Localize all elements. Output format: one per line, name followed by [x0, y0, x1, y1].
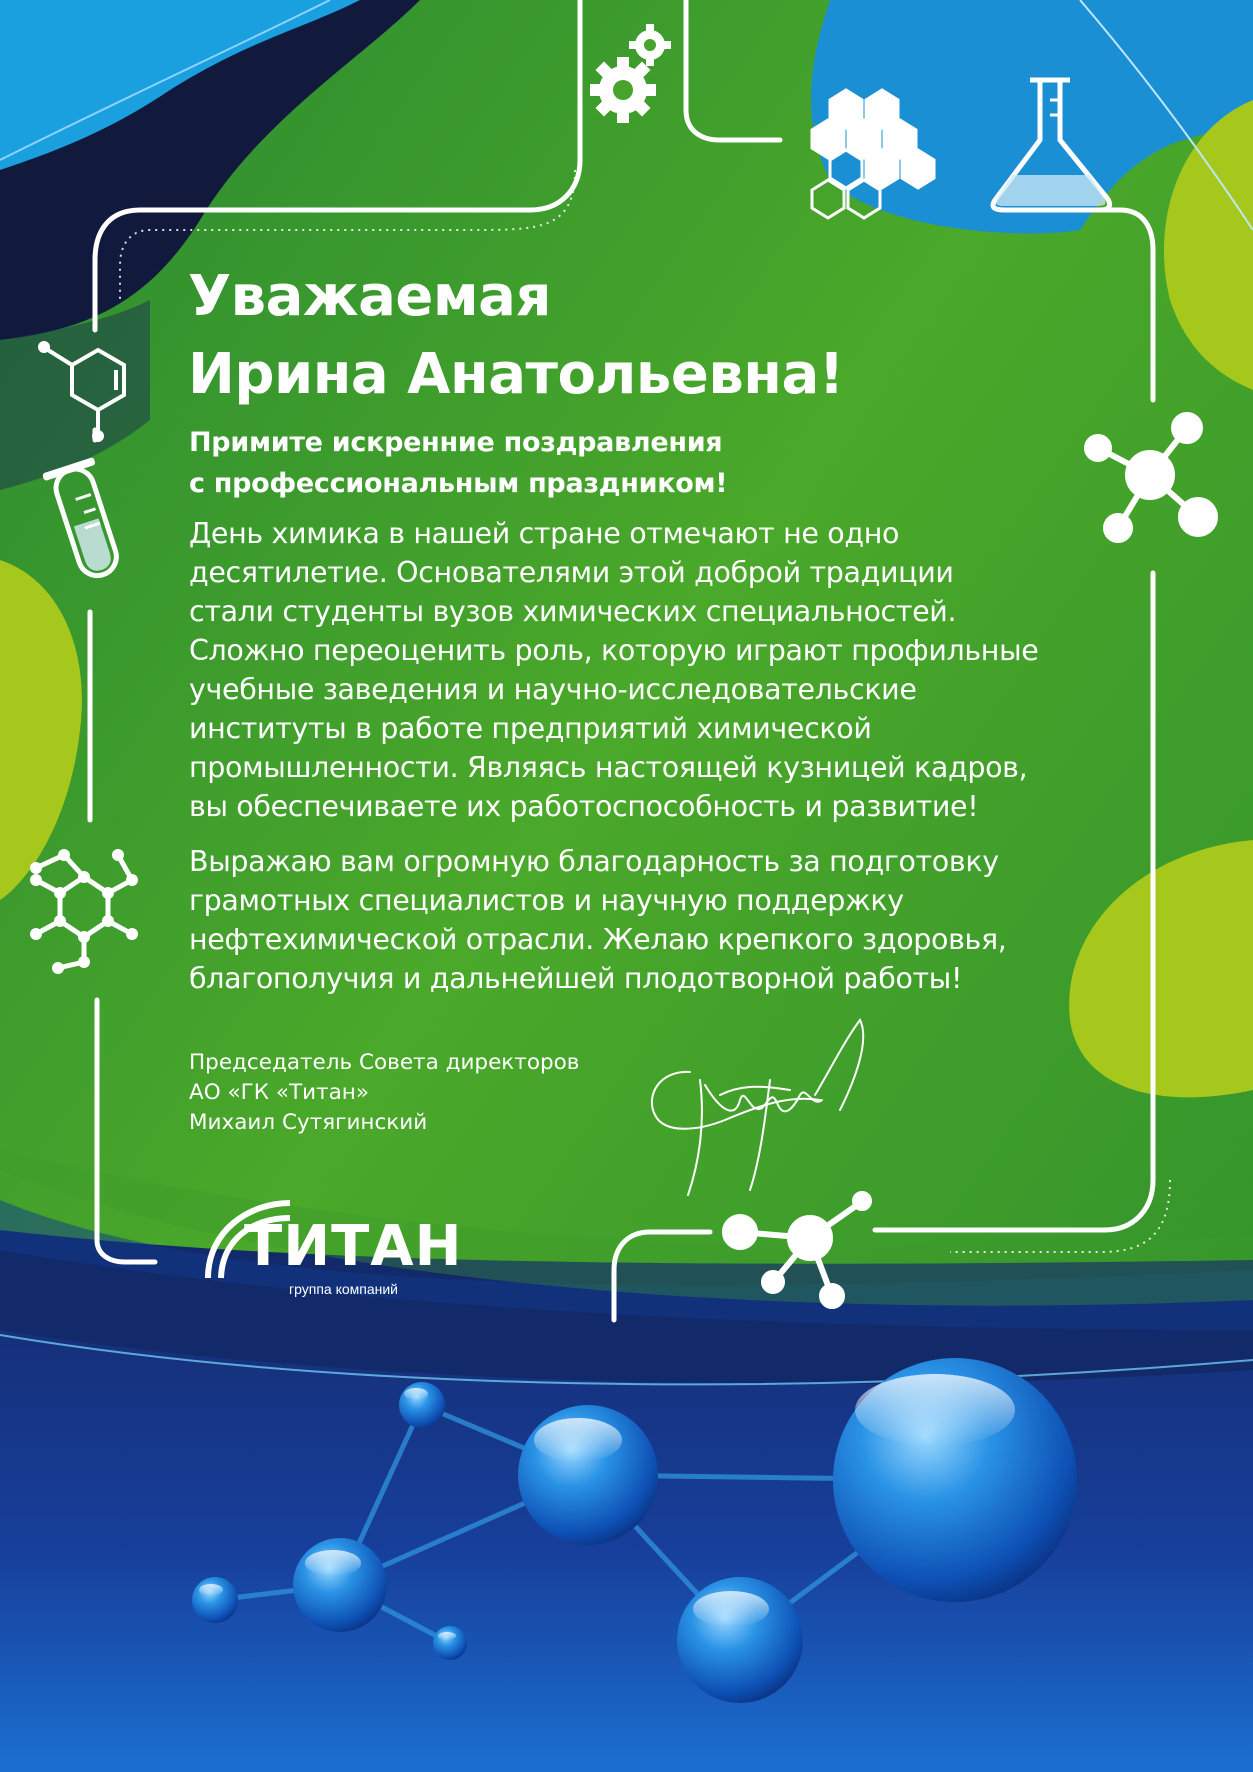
signatory-position: Председатель Совета директоров: [189, 1050, 580, 1075]
subtitle-line-2: с профессиональным праздником!: [189, 468, 728, 499]
subtitle-line-1: Примите искренние поздравления: [189, 427, 723, 458]
greeting-line-2: Ирина Анатольевна!: [188, 342, 844, 407]
paragraph-line: вы обеспечиваете их работоспособность и развитие!: [189, 790, 979, 823]
paragraph-line: грамотных специалистов и научную поддержку: [189, 884, 904, 917]
paragraph-line: благополучия и дальнейшей плодотворной работы!: [189, 962, 963, 995]
company-logo-wordmark: ТИТАН: [244, 1214, 463, 1279]
signatory-company: АО «ГК «Титан»: [189, 1080, 369, 1105]
paragraph-2: [189, 842, 1109, 998]
paragraph-line: нефтехимической отрасли. Желаю крепкого здоровья,: [189, 923, 1007, 956]
greeting-line-1: Уважаемая: [188, 264, 551, 329]
paragraph-line: учебные заведения и научно-исследовательские: [189, 673, 917, 706]
paragraph-1: [189, 514, 1109, 826]
paragraph-line: Сложно переоценить роль, которую играют профильные: [189, 634, 1039, 667]
greeting-heading: [188, 258, 1088, 414]
paragraph-line: День химика в нашей стране отмечают не одно: [189, 517, 900, 550]
subtitle: [189, 422, 1089, 504]
paragraph-line: стали студенты вузов химических специальностей.: [189, 595, 957, 628]
paragraph-line: Выражаю вам огромную благодарность за подготовку: [189, 845, 999, 878]
signatory-block: [189, 1048, 689, 1138]
paragraph-line: институты в работе предприятий химической: [189, 712, 872, 745]
company-logo-tagline: группа компаний: [289, 1281, 399, 1297]
signatory-name: Михаил Сутягинский: [189, 1110, 428, 1135]
paragraph-line: десятилетие. Основателями этой доброй традиции: [189, 556, 954, 589]
paragraph-line: промышленности. Являясь настоящей кузницей кадров,: [189, 751, 1028, 784]
